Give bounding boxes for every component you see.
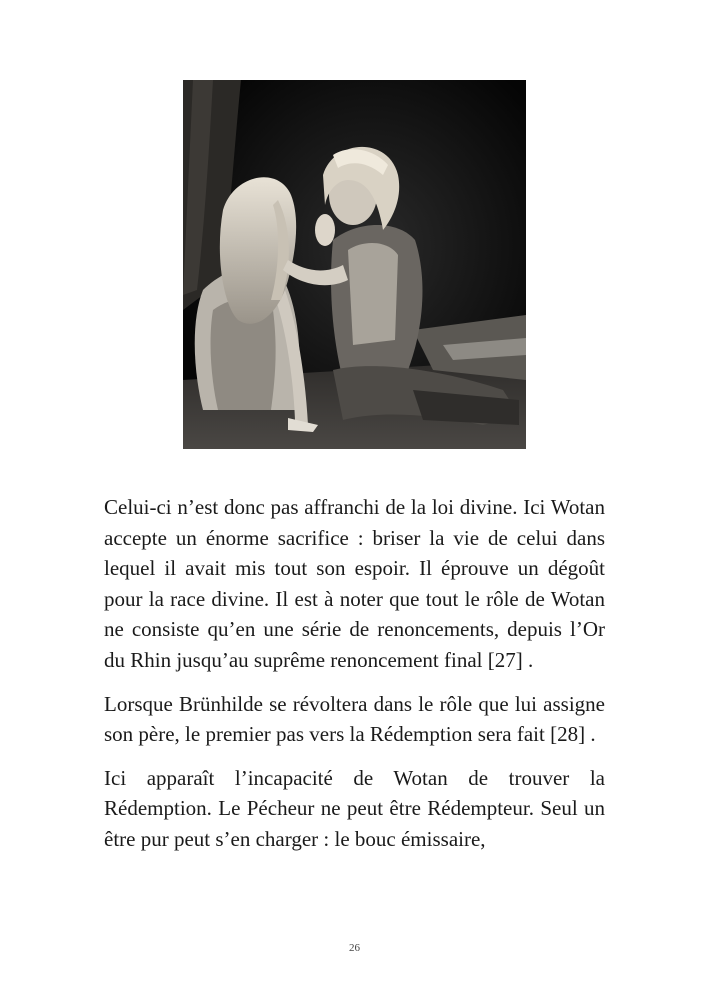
paragraph: Ici apparaît l’incapacité de Wotan de trouver la Rédemption. Le Pécheur ne peut être Rédempteur. Seul un être pur peut s’en charger : le bouc émissaire, [104,765,605,851]
body-text [104,492,605,868]
stage-photograph-image [183,80,526,449]
paragraph: Lorsque Brünhilde se révoltera dans le rôle que lui assigne son père, le premier pas vers la Rédemption sera fait [28] . [104,691,605,747]
page-number: 26 [349,942,360,954]
paragraph: Celui-ci n’est donc pas affranchi de la loi divine. Ici Wotan accepte un énorme sacrifice : briser la vie de celui dans lequel il avait mis tout son espoir. Il éprouve un dégoût pour la race divine. Il est à noter que tout le rôle de Wotan ne consiste qu’en une série de renoncements, depuis l’Or du Rhin jusqu’au suprême renoncement final [27] . [104,495,605,672]
stage-photograph [183,80,526,449]
